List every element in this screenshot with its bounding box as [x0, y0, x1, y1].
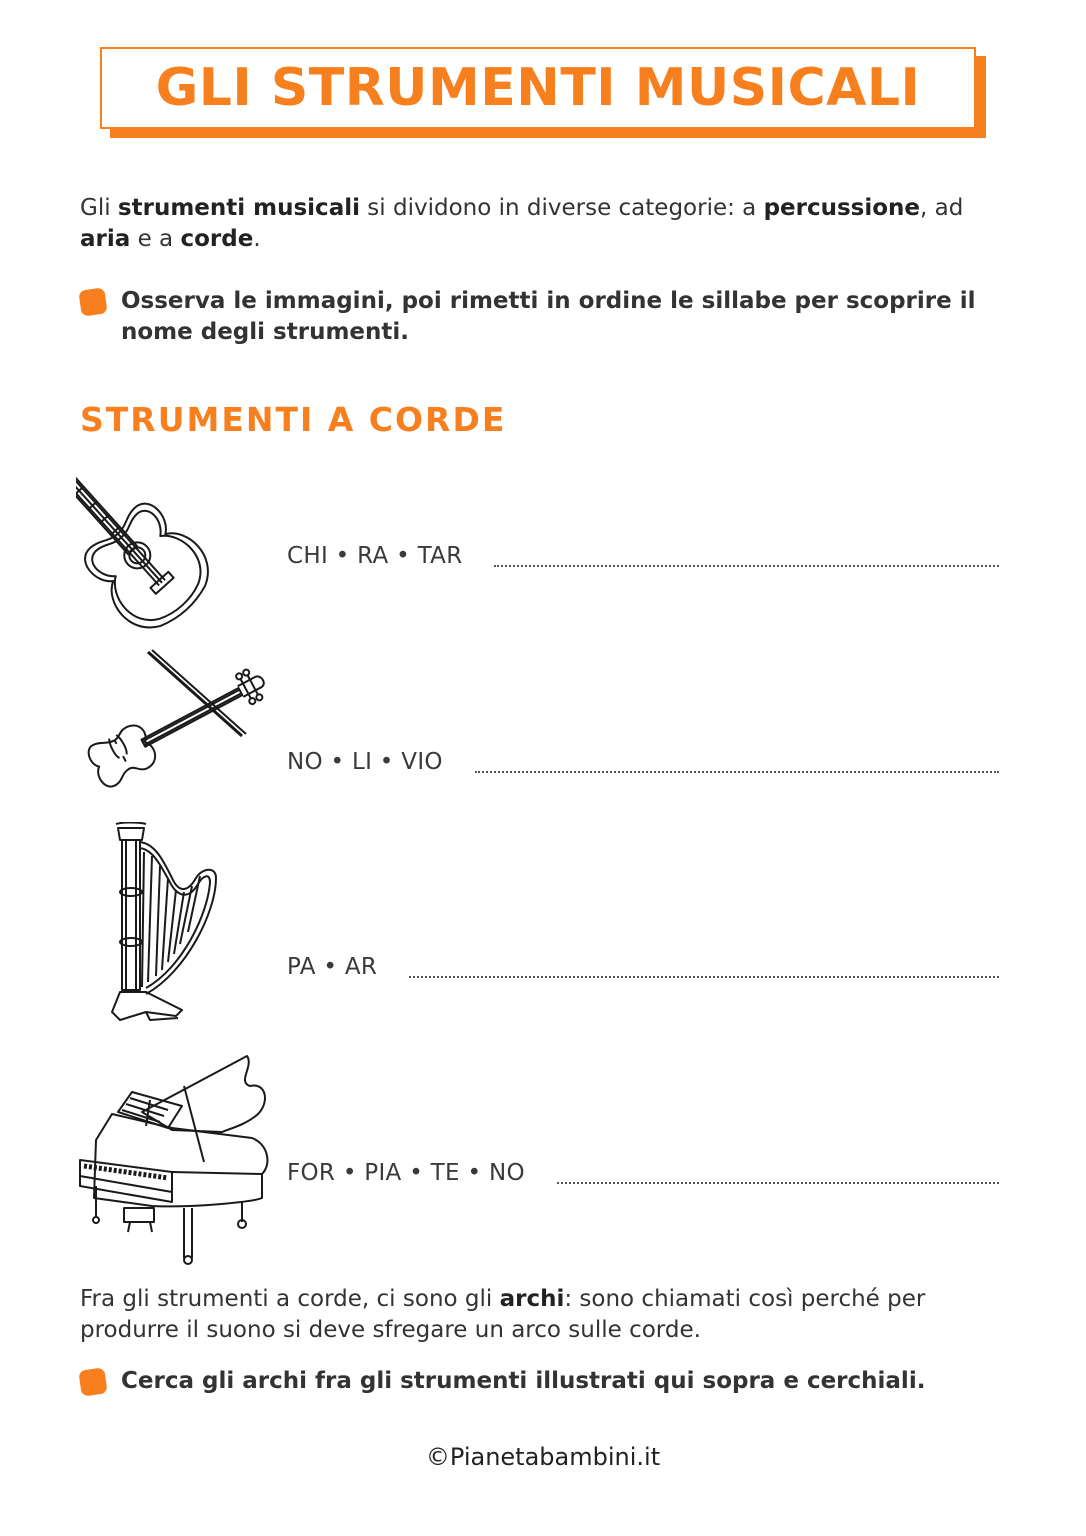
piano-icon — [72, 1052, 272, 1267]
answer-row-guitar — [287, 543, 999, 569]
intro-bold: corde — [180, 226, 254, 252]
intro-bold: percussione — [763, 195, 921, 221]
guitar-icon — [76, 455, 276, 635]
intro-bold: aria — [80, 226, 131, 252]
task-text: Osserva le immagini, poi rimetti in ordine le sillabe per scoprire il nome degli strumenti. — [121, 288, 976, 345]
syllables-text: PA • AR — [287, 954, 378, 980]
answer-line[interactable] — [557, 1181, 999, 1184]
intro-text: si dividono in diverse categorie: a — [359, 195, 764, 221]
syllables-text: FOR • PIA • TE • NO — [287, 1160, 525, 1186]
page-title: GLI STRUMENTI MUSICALI — [155, 58, 921, 118]
answer-line[interactable] — [409, 975, 999, 978]
title-banner — [100, 47, 976, 129]
task-instruction-1 — [80, 286, 1000, 348]
footer-credit: ©Pianetabambini.it — [425, 1443, 661, 1471]
syllables-text: CHI • RA • TAR — [287, 543, 463, 569]
intro-text: e a — [130, 226, 181, 252]
outro-text: Fra gli strumenti a corde, ci sono gli — [80, 1286, 500, 1312]
harp-icon — [106, 822, 221, 1027]
intro-text: . — [253, 226, 261, 252]
answer-row-violin — [287, 749, 999, 775]
answer-row-piano — [287, 1160, 999, 1186]
bullet-icon — [78, 1367, 107, 1396]
intro-bold: strumenti musicali — [117, 195, 360, 221]
intro-text: , ad — [920, 195, 964, 221]
outro-bold: archi — [499, 1286, 565, 1312]
violin-icon — [70, 648, 270, 793]
intro-paragraph — [80, 193, 1000, 255]
task-instruction-2 — [80, 1366, 1000, 1397]
outro-paragraph — [80, 1284, 1000, 1346]
bullet-icon — [78, 287, 107, 316]
syllables-text: NO • LI • VIO — [287, 749, 443, 775]
title-box — [100, 47, 976, 129]
outro-text: : sono chiamati così perché per produrre il suono si deve sfregare un arco sulle corde. — [80, 1286, 926, 1343]
answer-line[interactable] — [494, 564, 999, 567]
answer-line[interactable] — [475, 770, 999, 773]
answer-row-harp — [287, 954, 999, 980]
intro-text: Gli — [80, 195, 118, 221]
task-text: Cerca gli archi fra gli strumenti illustrati qui sopra e cerchiali. — [121, 1368, 926, 1394]
section-title: STRUMENTI A CORDE — [80, 400, 507, 439]
